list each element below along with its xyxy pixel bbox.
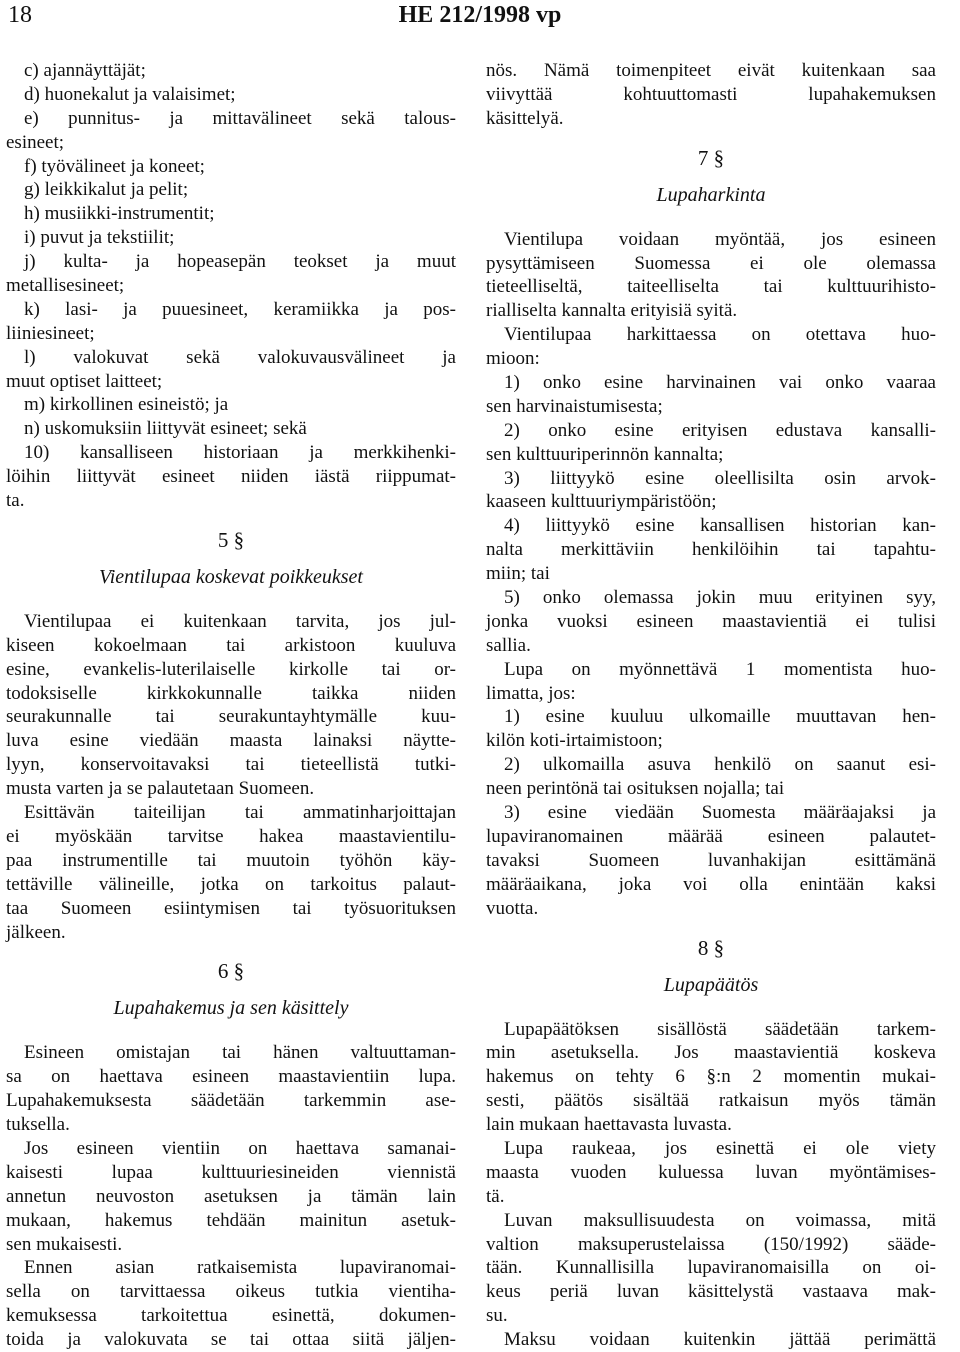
list-item: liiniesineet; xyxy=(6,322,95,344)
list-item: muut optiset laitteet; xyxy=(6,370,163,392)
list-item: m) kirkollinen esineistö; ja xyxy=(24,394,229,416)
section-6-paragraph-3: Ennen asian ratkaisemista lupaviranomai- sella on tarvittaessa oikeus tutkia vientiha- kemuksessa tarkoitettua esinettä, dokumen- toida ja valokuvata se tai ottaa siitä jäljen- xyxy=(6,1257,456,1351)
section-8-paragraph-1: Lupapäätöksen sisällöstä säädetään tarkem- min asetuksella. Jos maastavientiä koskeva hakemus on tehty 6 §:n 2 momentin mukai- sesti, päätös sisältää ratkaisun myös tämän lain mukaan haettavasta luvasta. xyxy=(486,1018,936,1136)
page-header xyxy=(0,0,960,40)
right-column xyxy=(486,59,936,1352)
section-7-number: 7 § xyxy=(697,145,725,170)
section-7-title: Lupaharkinta xyxy=(656,183,766,206)
list-item: j) kulta- ja hopeasepän teokset ja muut xyxy=(24,251,456,273)
item-list xyxy=(6,59,456,513)
section-5-title: Vientilupaa koskevat poikkeukset xyxy=(99,565,363,588)
list-item: i) puvut ja tekstiilit; xyxy=(24,227,175,249)
list-item: d) huonekalut ja valaisimet; xyxy=(24,83,236,105)
section-6-number: 6 § xyxy=(217,959,245,984)
list-item: löihin liittyvät esineet niiden iästä riippumat- xyxy=(6,466,456,488)
list-item: metallisesineet; xyxy=(6,275,125,297)
list-item: n) uskomuksiin liittyvät esineet; sekä xyxy=(24,418,307,440)
list-item: esineet; xyxy=(6,131,65,153)
list-item: 10) kansalliseen historiaan ja merkkihenki- xyxy=(24,442,456,464)
section-7-paragraph-2: Vientilupaa harkittaessa on otettava huo- mioon: 1) onko esine harvinainen vai onko vaaraa sen harvinaistumisesta; 2) onko esine erityisen edustava kansalli- sen kulttuuriperinnön kannalta; 3) liittyykö esine oleellisilta osin arvok- kaaseen kulttuuriympäristöön; 4) liittyykö esine kansallisen historian kan- nalta merkittäviin henkilöihin tai tapahtu- miin; tai 5) onko olemassa jokin muu erityinen syy, jonka vuoksi esineen maastavientiä ei tulisi sallia. xyxy=(486,324,936,656)
document-reference: HE 212/1998 vp xyxy=(398,2,562,28)
section-7-paragraph-1: Vientilupa voidaan myöntää, jos esineen pysyttämiseen Suomessa ei ole olemassa tieteelliseltä, taiteelliselta tai kulttuurihisto- rialliselta kannalta erityisiä syitä. xyxy=(486,228,936,322)
section-8-paragraph-3: Luvan maksullisuudesta on voimassa, mitä valtion maksuperustelaissa (150/1992) sääde- tään. Kunnallisilla lupaviranomaisilla on oi- keus periä luvan käsittelystä vastaava mak- su. xyxy=(486,1209,936,1327)
list-item: k) lasi- ja puuesineet, keramiikka ja pos- xyxy=(24,298,456,320)
section-8-title: Lupapäätös xyxy=(663,973,759,996)
section-8-paragraph-4: Maksu voidaan kuitenkin jättää perimättä xyxy=(504,1329,936,1351)
section-5-paragraph-1: Vientilupaa ei kuitenkaan tarvita, jos jul- kiseen kokoelmaan tai arkistoon kuuluva esine, evankelis-luterilaiselle kirkolle tai or- todoksiselle kirkkokunnalle taikka niiden seurakunnalle tai seurakuntayhtymälle kuu- luva esine viedään maasta lainaksi näytte- lyyn, konservoitavaksi tai tieteellistä tutki- musta varten ja se palautetaan Suomeen. xyxy=(6,610,456,800)
section-6-paragraph-1: Esineen omistajan tai hänen valtuuttaman- sa on haettava esineen maastavientiin lupa. Lupahakemuksesta säädetään tarkemmin ase- tuksella. xyxy=(6,1042,456,1136)
section-8-paragraph-2: Lupa raukeaa, jos esinettä ei ole viety maasta vuoden kuluessa luvan myöntämises- tä. xyxy=(486,1137,936,1207)
section-8-number: 8 § xyxy=(697,935,725,960)
list-item: c) ajannäyttäjät; xyxy=(24,60,146,81)
list-item: g) leikkikalut ja pelit; xyxy=(24,179,189,201)
section-7-paragraph-3: Lupa on myönnettävä 1 momentista huo- limatta, jos: 1) esine kuuluu ulkomaille muuttavan hen- kilön koti-irtaimistoon; 2) ulkomailla asuva henkilö on saanut esi- neen perintönä tai osituksen nojalla; tai 3) esine viedään Suomesta määräajaksi ja lupaviranomainen määrää esineen palautet- tavaksi Suomeen luvanhakijan esittämänä määräaikana, joka voi olla enintään kaksi vuotta. xyxy=(486,658,936,919)
list-item: h) musiikki-instrumentit; xyxy=(24,203,215,225)
section-5-number: 5 § xyxy=(217,527,245,552)
page-number: 18 xyxy=(8,2,32,28)
left-column xyxy=(6,59,456,1352)
list-item: l) valokuvat sekä valokuvausvälineet ja xyxy=(24,346,456,368)
list-item: e) punnitus- ja mittavälineet sekä talous- xyxy=(24,107,456,129)
list-item: f) työvälineet ja koneet; xyxy=(24,155,205,177)
continuation-paragraph: nös. Nämä toimenpiteet eivät kuitenkaan saa viivyttää kohtuuttomasti lupahakemuksen käsittelyä. xyxy=(486,60,936,129)
section-6-paragraph-2: Jos esineen vientiin on haettava samanai- kaisesti lupaa kulttuuriesineiden viennistä annetun neuvoston asetuksen ja tämän lain mukaan, hakemus tehdään mainitun asetuk- sen mukaisesti. xyxy=(6,1137,456,1255)
section-5-paragraph-2: Esittävän taiteilijan tai ammatinharjoittajan ei myöskään tarvitse hakea maastavientilu- paa instrumentille tai muutoin työhön käy- tettäville välineille, jotka on tarkoitus palaut- taa Suomeen esiintymisen tai työsuorituksen jälkeen. xyxy=(6,802,456,943)
section-6-title: Lupahakemus ja sen käsittely xyxy=(113,997,349,1020)
list-item: ta. xyxy=(6,490,25,512)
